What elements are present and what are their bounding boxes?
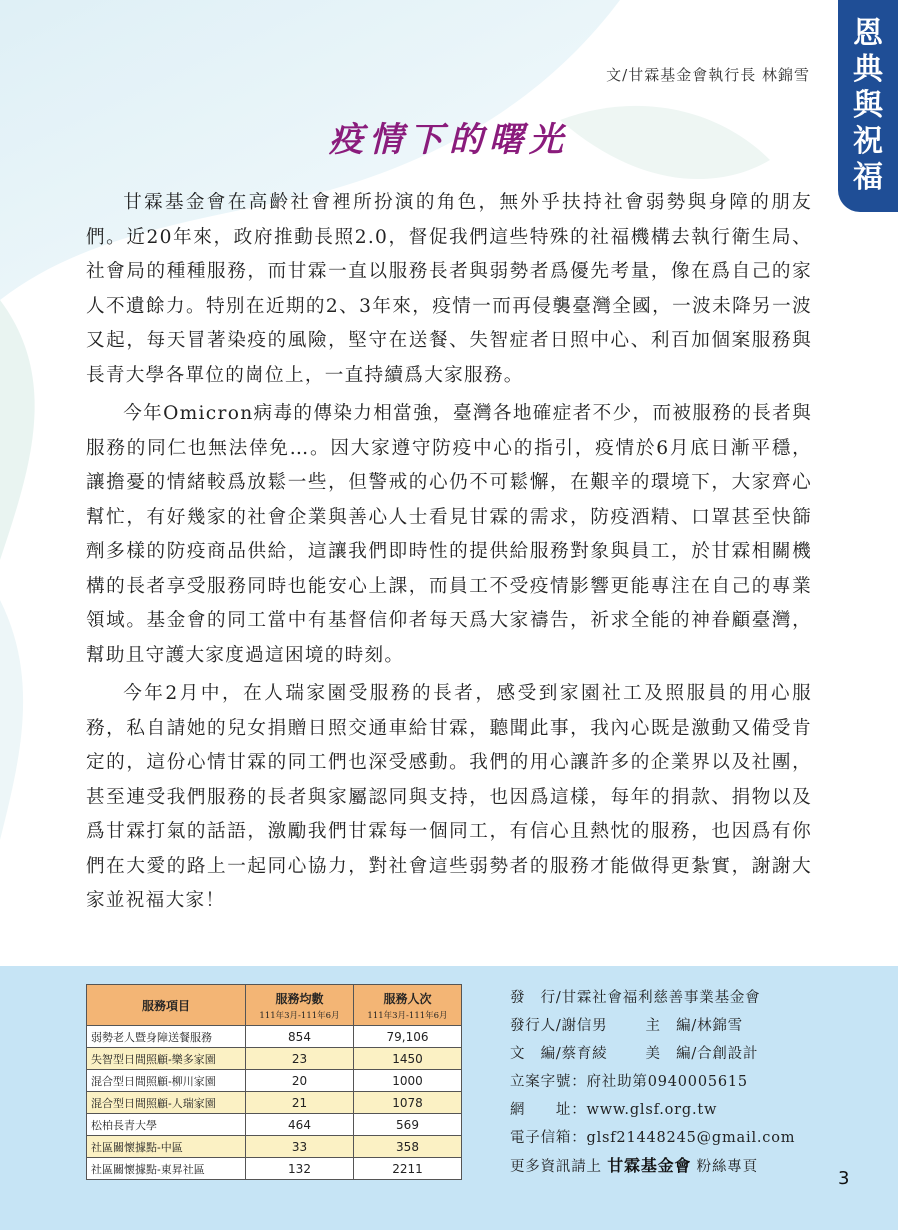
section-tab-char: 福 [853,160,883,195]
table-row [87,1158,462,1180]
header-item: 服務項目 [87,985,246,1026]
article-paragraph: 甘霖基金會在高齡社會裡所扮演的角色，無外乎扶持社會弱勢與身障的朋友們。近20年來，政府推動長照2.0，督促我們這些特殊的社福機構去執行衛生局、社會局的種種服務，而甘霖一直以服務長者與弱勢者爲優先考量，像在爲自己的家人不遺餘力。特別在近期的2、3年來，疫情一而再侵襲臺灣全國，一波未降另一波又起，每天冒著染疫的風險，堅守在送餐、失智症者日照中心、利百加個案服務與長青大學各單位的崗位上，一直持續爲大家服務。 [86,192,812,386]
service-count: 33 [246,1136,354,1158]
article-paragraph: 今年Omicron病毒的傳染力相當強，臺灣各地確症者不少，而被服務的長者與服務的同仁也無法倖免…。因大家遵守防疫中心的指引，疫情於6月底日漸平穩，讓擔憂的情緒較爲放鬆一些，但警戒的心仍不可鬆懈，在艱辛的環境下，大家齊心幫忙，有好幾家的社會企業與善心人士看見甘霖的需求，防疫酒精、口罩甚至快篩劑多樣的防疫商品供給，這讓我們即時性的提供給服務對象與員工，於甘霖相關機構的長者享受服務同時也能安心上課，而員工不受疫情影響更能專注在自己的專業領域。基金會的同工當中有基督信仰者每天爲大家禱告，祈求全能的神眷顧臺灣，幫助且守護大家度過這困境的時刻。 [86,403,812,666]
chief-editor: 主 編/林錦雪 [645,1018,743,1034]
service-count: 464 [246,1114,354,1136]
fanpage-prefix: 更多資訊請上 [510,1159,602,1175]
section-tab-char: 恩 [853,16,883,51]
publication-info [510,984,830,1181]
service-name: 松柏長青大學 [87,1114,246,1136]
service-count: 20 [246,1070,354,1092]
service-name: 弱勢老人暨身障送餐服務 [87,1026,246,1048]
service-statistics-table [86,984,462,1180]
email-line[interactable]: 電子信箱：glsf21448245@gmail.com [510,1130,796,1146]
service-persons: 1000 [354,1070,462,1092]
art-editor: 美 編/合創設計 [645,1046,759,1062]
table-row [87,1092,462,1114]
service-persons: 79,106 [354,1026,462,1048]
section-tab-char: 典 [853,52,883,87]
service-name: 社區關懷據點-中區 [87,1136,246,1158]
table-row [87,1114,462,1136]
service-count: 132 [246,1158,354,1180]
article-paragraph: 今年2月中，在人瑞家園受服務的長者，感受到家園社工及照服員的用心服務，私自請她的兒女捐贈日照交通車給甘霖，聽聞此事，我內心既是激動又備受肯定的，這份心情甘霖的同工們也深受感動。我們的用心讓許多的企業界以及社團，甚至連受我們服務的長者與家屬認同與支持，也因爲這樣，每年的捐款、捐物以及爲甘霖打氣的話語，激勵我們甘霖每一個同工，有信心且熱忱的服務，也因爲有你們在大愛的路上一起同心協力，對社會這些弱勢者的服務才能做得更紮實，謝謝大家並祝福大家！ [86,683,812,911]
service-persons: 569 [354,1114,462,1136]
fanpage-brand[interactable]: 甘霖基金會 [607,1156,692,1175]
table-header-row [87,985,462,1026]
header-count-label: 服務均數 [275,991,324,1006]
section-tab [838,0,898,212]
header-persons [354,985,462,1026]
service-count: 854 [246,1026,354,1048]
section-tab-char: 祝 [853,124,883,159]
service-name: 失智型日間照顧-樂多家園 [87,1048,246,1070]
section-tab-char: 與 [853,88,883,123]
article-title: 疫情下的曙光 [329,120,569,160]
table-row [87,1070,462,1092]
service-name: 混合型日間照顧-人瑞家園 [87,1092,246,1114]
page-number: 3 [838,1168,850,1189]
fanpage-line [510,1152,830,1181]
license-line: 立案字號：府社助第0940005615 [510,1074,748,1090]
table-row [87,1136,462,1158]
service-count: 23 [246,1048,354,1070]
service-name: 混合型日間照顧-柳川家園 [87,1070,246,1092]
service-persons: 2211 [354,1158,462,1180]
header-persons-period: 111年3月-111年6月 [367,1010,448,1021]
website-line[interactable]: 網 址：www.glsf.org.tw [510,1102,718,1118]
editors-line [510,1040,830,1068]
issuer: 發行人/謝信男 [510,1018,608,1034]
header-count [246,985,354,1026]
service-name: 社區關懷據點-東昇社區 [87,1158,246,1180]
publisher-line: 發 行/甘霖社會福利慈善事業基金會 [510,990,761,1006]
author-byline: 文/甘霖基金會執行長 林錦雪 [606,66,810,84]
article-body [86,186,812,919]
table-row [87,1048,462,1070]
header-count-period: 111年3月-111年6月 [259,1010,340,1021]
service-persons: 1450 [354,1048,462,1070]
service-count: 21 [246,1092,354,1114]
text-editor: 文 編/蔡育綾 [510,1046,608,1062]
header-persons-label: 服務人次 [383,991,432,1006]
service-persons: 358 [354,1136,462,1158]
issuer-editor-line [510,1012,830,1040]
service-persons: 1078 [354,1092,462,1114]
fanpage-suffix: 粉絲專頁 [696,1159,758,1175]
table-row [87,1026,462,1048]
